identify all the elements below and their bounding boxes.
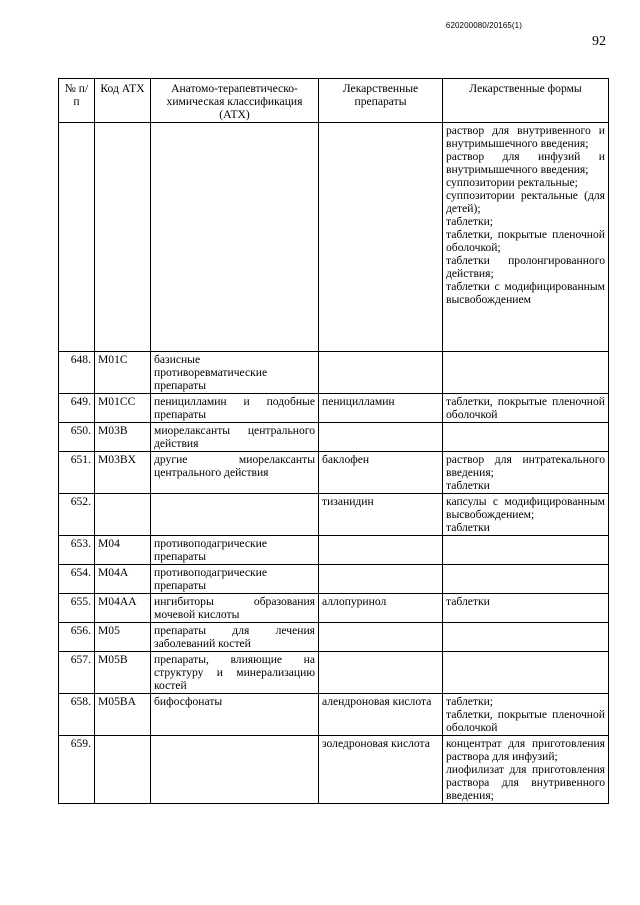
cell-code: M04A: [95, 565, 151, 594]
form-line: таблетки, покрытые пленочной оболочкой;: [446, 228, 605, 254]
cell-forms: [443, 452, 609, 494]
cell-classification: бифосфонаты: [151, 694, 319, 736]
cell-code: M01CC: [95, 394, 151, 423]
cell-code: M05B: [95, 652, 151, 694]
cell-forms: [443, 494, 609, 536]
form-line: суппозитории ректальные (для детей);: [446, 189, 605, 215]
cell-number: 657.: [59, 652, 95, 694]
table-row: [59, 536, 609, 565]
cell-classification: базисные противоревматические препараты: [151, 352, 319, 394]
form-line: суппозитории ректальные;: [446, 176, 578, 189]
form-line: таблетки, покрытые пленочной оболочкой: [446, 708, 605, 734]
cell-number: 658.: [59, 694, 95, 736]
cell-drug: пеницилламин: [319, 394, 443, 423]
cell-forms: [443, 594, 609, 623]
cell-code: M03B: [95, 423, 151, 452]
cell-number: 655.: [59, 594, 95, 623]
cell-number: 652.: [59, 494, 95, 536]
column-header-code: Код АТХ: [95, 79, 151, 123]
cell-forms: [443, 536, 609, 565]
cell-number: 659.: [59, 736, 95, 804]
form-line: таблетки, покрытые пленочной оболочкой: [446, 395, 605, 421]
cell-number: 653.: [59, 536, 95, 565]
form-line: капсулы с модифицированным высвобождением;: [446, 495, 605, 521]
form-line: таблетки;: [446, 695, 494, 708]
cell-code: M03BX: [95, 452, 151, 494]
cell-code: [95, 123, 151, 352]
cell-classification: [151, 494, 319, 536]
cell-number: 649.: [59, 394, 95, 423]
table-row: [59, 352, 609, 394]
cell-classification: другие миорелаксанты центрального действия: [151, 452, 319, 494]
cell-code: M04AA: [95, 594, 151, 623]
form-line: лиофилизат для приготовления раствора для внутривенного введения;: [446, 763, 605, 802]
table-row: [59, 565, 609, 594]
page-number: 92: [592, 34, 606, 49]
cell-forms: [443, 394, 609, 423]
table-row: [59, 494, 609, 536]
cell-classification: препараты для лечения заболеваний костей: [151, 623, 319, 652]
cell-forms: [443, 736, 609, 804]
cell-number: 648.: [59, 352, 95, 394]
document-id: 620200080/20165(1): [445, 21, 522, 30]
cell-classification: противоподагрические препараты: [151, 565, 319, 594]
form-line: таблетки с модифицированным высвобождением: [446, 280, 605, 306]
cell-forms: [443, 652, 609, 694]
cell-drug: [319, 423, 443, 452]
cell-forms: [443, 123, 609, 352]
form-line: таблетки: [446, 595, 490, 608]
form-line: таблетки: [446, 521, 490, 534]
atx-table: [58, 78, 609, 804]
cell-number: 654.: [59, 565, 95, 594]
cell-forms: [443, 352, 609, 394]
cell-drug: баклофен: [319, 452, 443, 494]
cell-classification: ингибиторы образования мочевой кислоты: [151, 594, 319, 623]
cell-drug: [319, 352, 443, 394]
table-row: [59, 652, 609, 694]
cell-number: 651.: [59, 452, 95, 494]
cell-drug: [319, 652, 443, 694]
column-header-classification: Анатомо-терапевтическо-химическая классификация (АТХ): [151, 79, 319, 123]
table-row: [59, 594, 609, 623]
cell-drug: аллопуринол: [319, 594, 443, 623]
cell-forms: [443, 423, 609, 452]
form-line: раствор для интратекального введения;: [446, 453, 605, 479]
cell-classification: [151, 736, 319, 804]
form-line: таблетки;: [446, 215, 494, 228]
cell-number: 650.: [59, 423, 95, 452]
cell-code: [95, 736, 151, 804]
cell-forms: [443, 565, 609, 594]
cell-drug: [319, 536, 443, 565]
cell-code: M01C: [95, 352, 151, 394]
cell-number: 656.: [59, 623, 95, 652]
table-row: [59, 452, 609, 494]
column-header-drugs: Лекарственные препараты: [319, 79, 443, 123]
cell-classification: противоподагрические препараты: [151, 536, 319, 565]
cell-code: M05BA: [95, 694, 151, 736]
table-row: [59, 736, 609, 804]
form-line: концентрат для приготовления раствора для инфузий;: [446, 737, 605, 763]
cell-drug: золедроновая кислота: [319, 736, 443, 804]
cell-classification: пеницилламин и подобные препараты: [151, 394, 319, 423]
cell-forms: [443, 694, 609, 736]
table-row: [59, 623, 609, 652]
cell-classification: миорелаксанты центрального действия: [151, 423, 319, 452]
column-header-forms: Лекарственные формы: [443, 79, 609, 123]
cell-drug: алендроновая кислота: [319, 694, 443, 736]
form-line: раствор для внутривенного и внутримышечного введения;: [446, 124, 605, 150]
table-row: [59, 394, 609, 423]
table-row: [59, 694, 609, 736]
cell-drug: [319, 623, 443, 652]
cell-drug: тизанидин: [319, 494, 443, 536]
cell-number: [59, 123, 95, 352]
cell-classification: [151, 123, 319, 352]
form-line: таблетки: [446, 479, 490, 492]
cell-code: [95, 494, 151, 536]
table-row: [59, 423, 609, 452]
table-header-row: [59, 79, 609, 123]
cell-code: M05: [95, 623, 151, 652]
cell-drug: [319, 123, 443, 352]
cell-code: M04: [95, 536, 151, 565]
table-row-continuation: [59, 123, 609, 352]
column-header-number: № п/п: [59, 79, 95, 123]
form-line: таблетки пролонгированного действия;: [446, 254, 605, 280]
form-line: раствор для инфузий и внутримышечного введения;: [446, 150, 605, 176]
cell-classification: препараты, влияющие на структуру и минерализацию костей: [151, 652, 319, 694]
cell-forms: [443, 623, 609, 652]
cell-drug: [319, 565, 443, 594]
